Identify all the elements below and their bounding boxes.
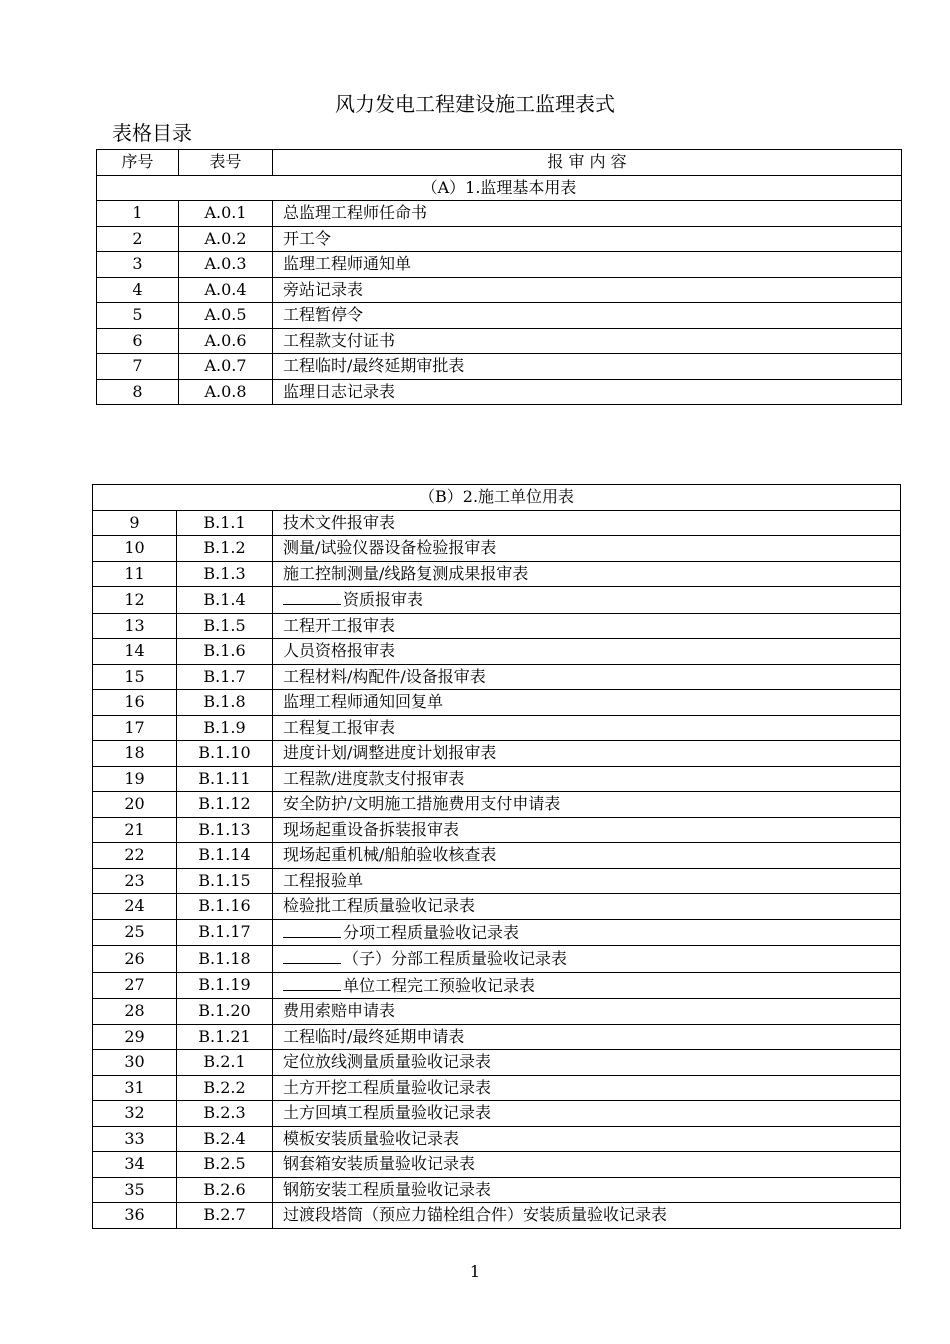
row-content-text: 工程临时/最终延期申请表 (283, 1026, 465, 1046)
row-content (273, 226, 902, 252)
table-row (93, 817, 901, 843)
table-row (93, 664, 901, 690)
row-form-no: B.2.3 (177, 1101, 273, 1127)
row-form-no: B.1.16 (177, 894, 273, 920)
row-seq: 30 (93, 1050, 177, 1076)
row-content (273, 792, 901, 818)
row-seq: 23 (93, 868, 177, 894)
table-row (93, 561, 901, 587)
row-content-text: 开工令 (283, 228, 332, 248)
table-contractor-forms (92, 484, 901, 1229)
row-seq: 36 (93, 1203, 177, 1229)
table-row (93, 919, 901, 946)
row-form-no: B.1.9 (177, 715, 273, 741)
header-form-no: 表号 (179, 150, 273, 176)
row-content-text: 监理工程师通知单 (283, 254, 412, 273)
row-seq: 11 (93, 561, 177, 587)
row-content (273, 972, 901, 999)
row-seq: 5 (97, 303, 179, 329)
row-content-text: 分项工程质量验收记录表 (343, 922, 520, 942)
row-content-text: 工程材料/构配件/设备报审表 (283, 666, 486, 686)
table-header-row (97, 150, 902, 176)
row-seq: 20 (93, 792, 177, 818)
table-row (97, 354, 902, 380)
row-content-text: 工程报验单 (283, 870, 364, 890)
row-content (273, 639, 901, 665)
row-form-no: B.2.6 (177, 1177, 273, 1203)
table-row (97, 379, 902, 405)
row-seq: 8 (97, 379, 179, 405)
row-content-text: 工程暂停令 (283, 305, 364, 324)
row-seq: 27 (93, 972, 177, 999)
table-row (93, 741, 901, 767)
row-seq: 28 (93, 999, 177, 1025)
row-seq: 21 (93, 817, 177, 843)
row-form-no: A.0.5 (179, 303, 273, 329)
row-seq: 25 (93, 919, 177, 946)
row-content (273, 201, 902, 227)
row-content-text: 进度计划/调整进度计划报审表 (283, 743, 497, 762)
row-content (273, 613, 901, 639)
row-form-no: B.1.17 (177, 919, 273, 946)
row-form-no: B.1.10 (177, 741, 273, 767)
table-row (93, 715, 901, 741)
row-form-no: B.1.15 (177, 868, 273, 894)
page-title: 风力发电工程建设施工监理表式 (335, 92, 615, 116)
row-form-no: A.0.3 (179, 252, 273, 278)
row-form-no: B.1.2 (177, 536, 273, 562)
row-seq: 15 (93, 664, 177, 690)
row-content (273, 587, 901, 614)
row-seq: 7 (97, 354, 179, 380)
row-content (273, 277, 902, 303)
row-seq: 1 (97, 201, 179, 227)
row-form-no: A.0.7 (179, 354, 273, 380)
row-seq: 35 (93, 1177, 177, 1203)
table-row (93, 1177, 901, 1203)
fill-in-blank (283, 946, 341, 964)
row-content-text: 土方回填工程质量验收记录表 (283, 1103, 492, 1122)
row-form-no: B.1.20 (177, 999, 273, 1025)
row-content-text: 钢套箱安装质量验收记录表 (283, 1154, 476, 1173)
section-label: （B）2.施工单位用表 (93, 485, 901, 511)
fill-in-blank (283, 587, 341, 605)
table-row (93, 587, 901, 614)
row-content-text: 工程开工报审表 (283, 615, 396, 635)
row-content-text: 工程款支付证书 (283, 330, 396, 350)
row-form-no: A.0.4 (179, 277, 273, 303)
row-seq: 12 (93, 587, 177, 614)
section-heading: 表格目录 (112, 121, 192, 145)
row-seq: 22 (93, 843, 177, 869)
row-seq: 10 (93, 536, 177, 562)
row-seq: 6 (97, 328, 179, 354)
page-number: 1 (469, 1262, 481, 1281)
row-form-no: B.1.21 (177, 1024, 273, 1050)
row-content (273, 252, 902, 278)
row-content-text: 钢筋安装工程质量验收记录表 (283, 1179, 492, 1199)
row-content (273, 1126, 901, 1152)
table-row (93, 510, 901, 536)
row-content (273, 715, 901, 741)
row-form-no: B.1.13 (177, 817, 273, 843)
row-seq: 17 (93, 715, 177, 741)
row-content (273, 999, 901, 1025)
row-content (273, 664, 901, 690)
row-content (273, 510, 901, 536)
row-content (273, 946, 901, 973)
row-content (273, 561, 901, 587)
row-form-no: B.2.1 (177, 1050, 273, 1076)
row-content (273, 1203, 901, 1229)
row-content-text: 工程复工报审表 (283, 717, 396, 737)
row-seq: 31 (93, 1075, 177, 1101)
row-content (273, 1101, 901, 1127)
row-form-no: B.1.14 (177, 843, 273, 869)
table-row (93, 1075, 901, 1101)
row-seq: 34 (93, 1152, 177, 1178)
table-row (97, 252, 902, 278)
row-content-text: 单位工程完工预验收记录表 (343, 975, 536, 995)
header-content: 报 审 内 容 (273, 150, 902, 176)
row-content-text: 工程款/进度款支付报审表 (283, 768, 465, 788)
row-content-text: 监理日志记录表 (283, 381, 396, 401)
row-content (273, 328, 902, 354)
table-row (93, 972, 901, 999)
fill-in-blank (283, 973, 341, 991)
table-row (93, 999, 901, 1025)
row-form-no: A.0.1 (179, 201, 273, 227)
header-seq: 序号 (97, 150, 179, 176)
row-seq: 19 (93, 766, 177, 792)
row-form-no: B.1.18 (177, 946, 273, 973)
row-content (273, 919, 901, 946)
section-row (97, 175, 902, 201)
row-form-no: B.1.11 (177, 766, 273, 792)
row-content (273, 741, 901, 767)
row-content (273, 354, 902, 380)
row-form-no: B.1.8 (177, 690, 273, 716)
row-content-text: 模板安装质量验收记录表 (283, 1128, 460, 1148)
row-content (273, 1152, 901, 1178)
row-seq: 18 (93, 741, 177, 767)
table-row (93, 868, 901, 894)
row-content-text: 定位放线测量质量验收记录表 (283, 1052, 492, 1071)
table-row (97, 277, 902, 303)
row-content-text: 施工控制测量/线路复测成果报审表 (283, 563, 529, 583)
row-content-text: （子）分部工程质量验收记录表 (343, 949, 568, 968)
row-form-no: A.0.8 (179, 379, 273, 405)
row-seq: 32 (93, 1101, 177, 1127)
row-seq: 3 (97, 252, 179, 278)
row-content (273, 303, 902, 329)
row-content (273, 843, 901, 869)
row-seq: 14 (93, 639, 177, 665)
row-form-no: B.1.3 (177, 561, 273, 587)
table-row (93, 1101, 901, 1127)
row-seq: 16 (93, 690, 177, 716)
row-seq: 26 (93, 946, 177, 973)
row-content (273, 690, 901, 716)
row-form-no: B.1.6 (177, 639, 273, 665)
table-row (93, 690, 901, 716)
row-content (273, 817, 901, 843)
table-row (93, 1203, 901, 1229)
row-content (273, 894, 901, 920)
row-seq: 2 (97, 226, 179, 252)
row-content-text: 现场起重设备拆装报审表 (283, 819, 460, 839)
table-row (93, 639, 901, 665)
row-form-no: B.1.19 (177, 972, 273, 999)
row-content (273, 1050, 901, 1076)
row-content-text: 资质报审表 (343, 590, 424, 609)
row-form-no: A.0.2 (179, 226, 273, 252)
row-content (273, 1024, 901, 1050)
table-row (93, 536, 901, 562)
row-content (273, 868, 901, 894)
table-row (93, 1152, 901, 1178)
table-row (93, 894, 901, 920)
row-content-text: 总监理工程师任命书 (283, 203, 428, 222)
table-row (93, 1024, 901, 1050)
row-form-no: B.1.7 (177, 664, 273, 690)
row-content (273, 379, 902, 405)
row-content (273, 1075, 901, 1101)
table-row (97, 328, 902, 354)
table-row (93, 766, 901, 792)
row-content-text: 人员资格报审表 (283, 641, 396, 660)
row-form-no: B.2.5 (177, 1152, 273, 1178)
row-content-text: 旁站记录表 (283, 279, 364, 299)
row-content-text: 检验批工程质量验收记录表 (283, 896, 476, 915)
table-row (93, 843, 901, 869)
table-row (93, 613, 901, 639)
row-seq: 24 (93, 894, 177, 920)
row-content-text: 测量/试验仪器设备检验报审表 (283, 538, 497, 557)
section-row (93, 485, 901, 511)
table-row (93, 946, 901, 973)
row-content-text: 安全防护/文明施工措施费用支付申请表 (283, 794, 561, 813)
row-content (273, 766, 901, 792)
row-content-text: 监理工程师通知回复单 (283, 692, 444, 711)
row-content-text: 土方开挖工程质量验收记录表 (283, 1077, 492, 1097)
row-seq: 4 (97, 277, 179, 303)
table-monitoring-forms (96, 149, 902, 405)
row-form-no: B.1.4 (177, 587, 273, 614)
table-row (97, 303, 902, 329)
row-form-no: B.2.2 (177, 1075, 273, 1101)
row-form-no: B.1.12 (177, 792, 273, 818)
row-content-text: 技术文件报审表 (283, 512, 396, 532)
row-form-no: B.1.1 (177, 510, 273, 536)
table-row (93, 1050, 901, 1076)
row-content-text: 现场起重机械/船舶验收核查表 (283, 845, 497, 864)
row-seq: 29 (93, 1024, 177, 1050)
table-row (93, 1126, 901, 1152)
table-row (97, 226, 902, 252)
row-content-text: 费用索赔申请表 (283, 1001, 396, 1020)
row-seq: 33 (93, 1126, 177, 1152)
section-label: （A）1.监理基本用表 (97, 175, 902, 201)
row-content (273, 536, 901, 562)
row-form-no: A.0.6 (179, 328, 273, 354)
table-row (97, 201, 902, 227)
table-row (93, 792, 901, 818)
row-seq: 13 (93, 613, 177, 639)
row-seq: 9 (93, 510, 177, 536)
row-content (273, 1177, 901, 1203)
row-content-text: 工程临时/最终延期审批表 (283, 356, 465, 375)
row-form-no: B.1.5 (177, 613, 273, 639)
row-form-no: B.2.4 (177, 1126, 273, 1152)
row-content-text: 过渡段塔筒（预应力锚栓组合件）安装质量验收记录表 (283, 1205, 668, 1224)
row-form-no: B.2.7 (177, 1203, 273, 1229)
fill-in-blank (283, 920, 341, 938)
